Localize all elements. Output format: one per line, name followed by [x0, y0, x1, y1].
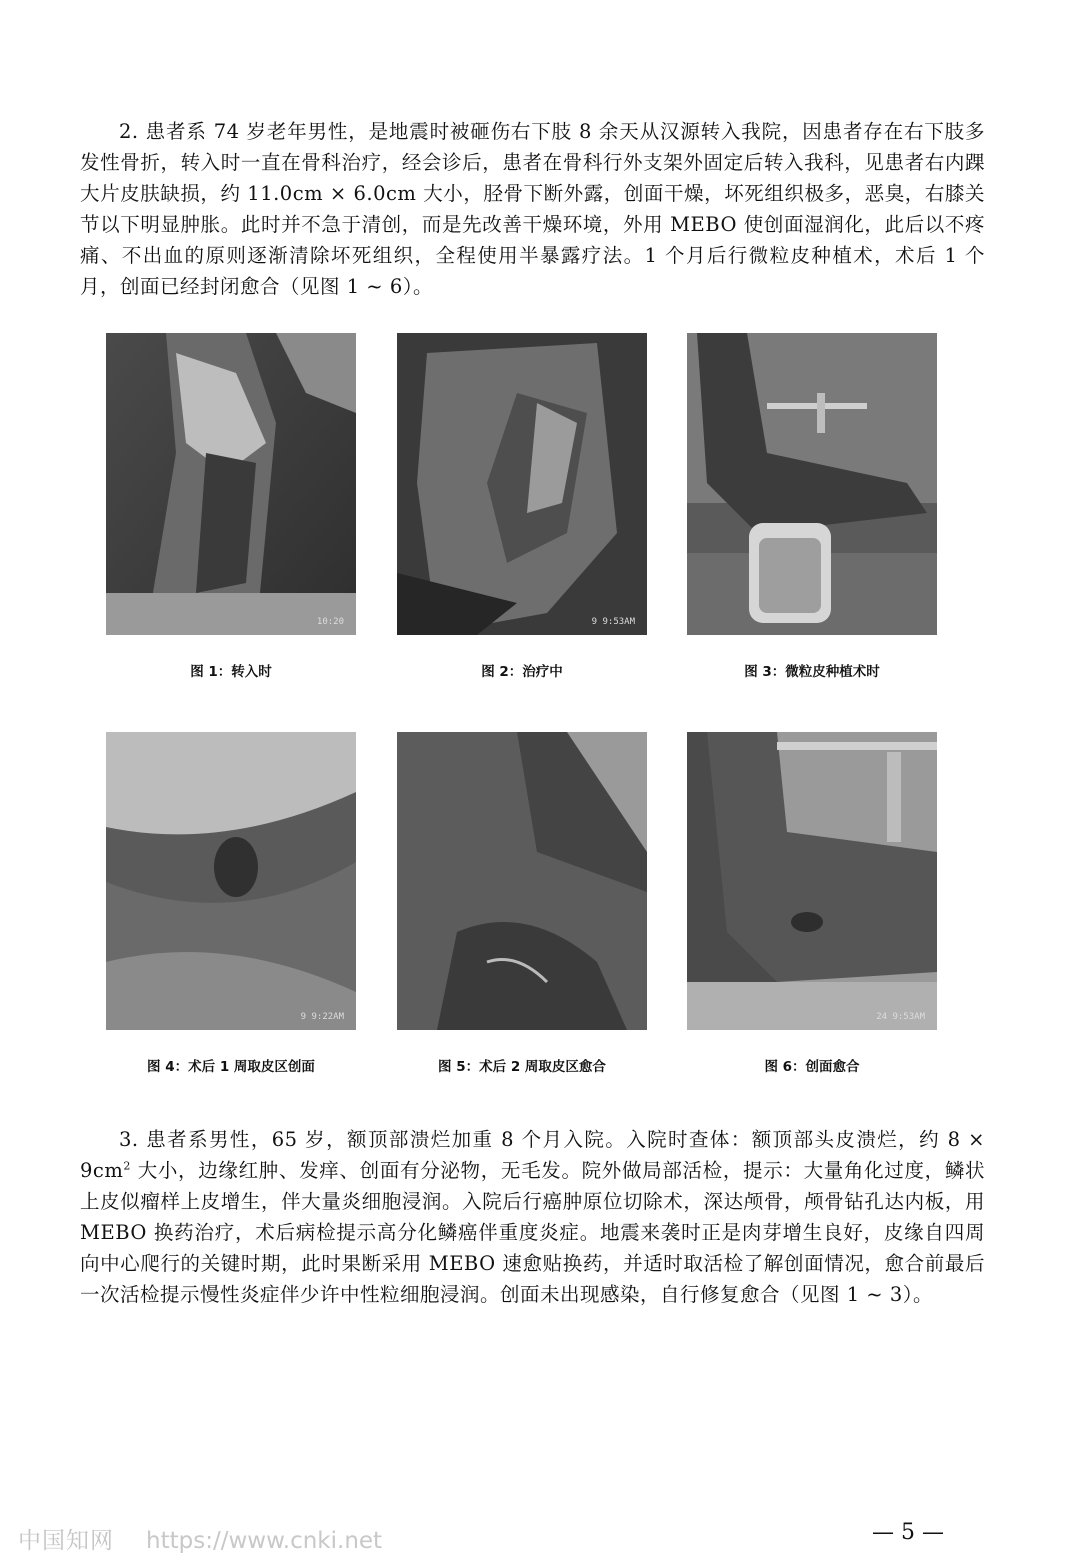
- figure-4-caption: 图 4：术后 1 周取皮区创面: [147, 1059, 315, 1075]
- figure-1-caption: 图 1：转入时: [190, 664, 272, 680]
- figure-6-timestamp: 24 9:53AM: [876, 1012, 925, 1022]
- figure-4-timestamp: 9 9:22AM: [300, 1012, 344, 1022]
- figure-5-caption: 图 5：术后 2 周取皮区愈合: [438, 1059, 606, 1075]
- figure-5-photo: [397, 732, 647, 1030]
- watermark-logo: 中国知网: [18, 1528, 114, 1554]
- page-number: — 5 —: [872, 1520, 944, 1545]
- figure-2-photo: [397, 333, 647, 635]
- case-2-paragraph: 2. 患者系 74 岁老年男性，是地震时被砸伤右下肢 8 余天从汉源转入我院，因患者存在右下肢多发性骨折，转入时一直在骨科治疗，经会诊后，患者在骨科行外支架外固定后转入我科，见患者右内踝大片皮肤缺损，约 11.0cm × 6.0cm 大小，胫骨下断外露，创面干燥，坏死组织极多，恶臭，右膝关节以下明显肿胀。此时并不急于清创，而是先改善干燥环境，外用 MEBO 使创面湿润化，此后以不疼痛、不出血的原则逐渐清除坏死组织，全程使用半暴露疗法。1 个月后行微粒皮种植术，术后 1 个月，创面已经封闭愈合（见图 1 ~ 6）。: [80, 120, 985, 298]
- figure-2-caption: 图 2：治疗中: [481, 664, 563, 680]
- figure-6-photo: [687, 732, 937, 1030]
- figure-3-caption: 图 3：微粒皮种植术时: [744, 664, 880, 680]
- case-3-paragraph: [80, 1124, 985, 1310]
- figure-2-timestamp: 9 9:53AM: [591, 617, 635, 627]
- figure-1-timestamp: 10:20: [316, 617, 344, 627]
- figure-6-caption: 图 6：创面愈合: [764, 1059, 860, 1075]
- case-3-text-a: 3. 患者系男性，65 岁，额顶部溃烂加重 8 个月入院。入院时查体：额顶部头皮溃烂，约 8 × 9cm: [80, 1128, 985, 1182]
- figure-1-photo: [106, 333, 356, 635]
- case-3-text-b: 大小，边缘红肿、发痒、创面有分泌物，无毛发。院外做局部活检，提示：大量角化过度，鳞状上皮似瘤样上皮增生，伴大量炎细胞浸润。入院后行癌肿原位切除术，深达颅骨，颅骨钻孔达内板，用 MEBO 换药治疗，术后病检提示高分化鳞癌伴重度炎症。地震来袭时正是肉芽增生良好，皮缘自四周向中心爬行的关键时期，此时果断采用 MEBO 速愈贴换药，并适时取活检了解创面情况，愈合前最后一次活检提示慢性炎症伴少许中性粒细胞浸润。创面未出现感染，自行修复愈合（见图 1 ~ 3）。: [80, 1159, 985, 1306]
- case-3-superscript: 2: [123, 1159, 131, 1173]
- figure-3-photo: [687, 333, 937, 635]
- figure-4-photo: [106, 732, 356, 1030]
- watermark-url: https://www.cnki.net: [146, 1528, 383, 1554]
- cnki-watermark: [18, 1522, 382, 1555]
